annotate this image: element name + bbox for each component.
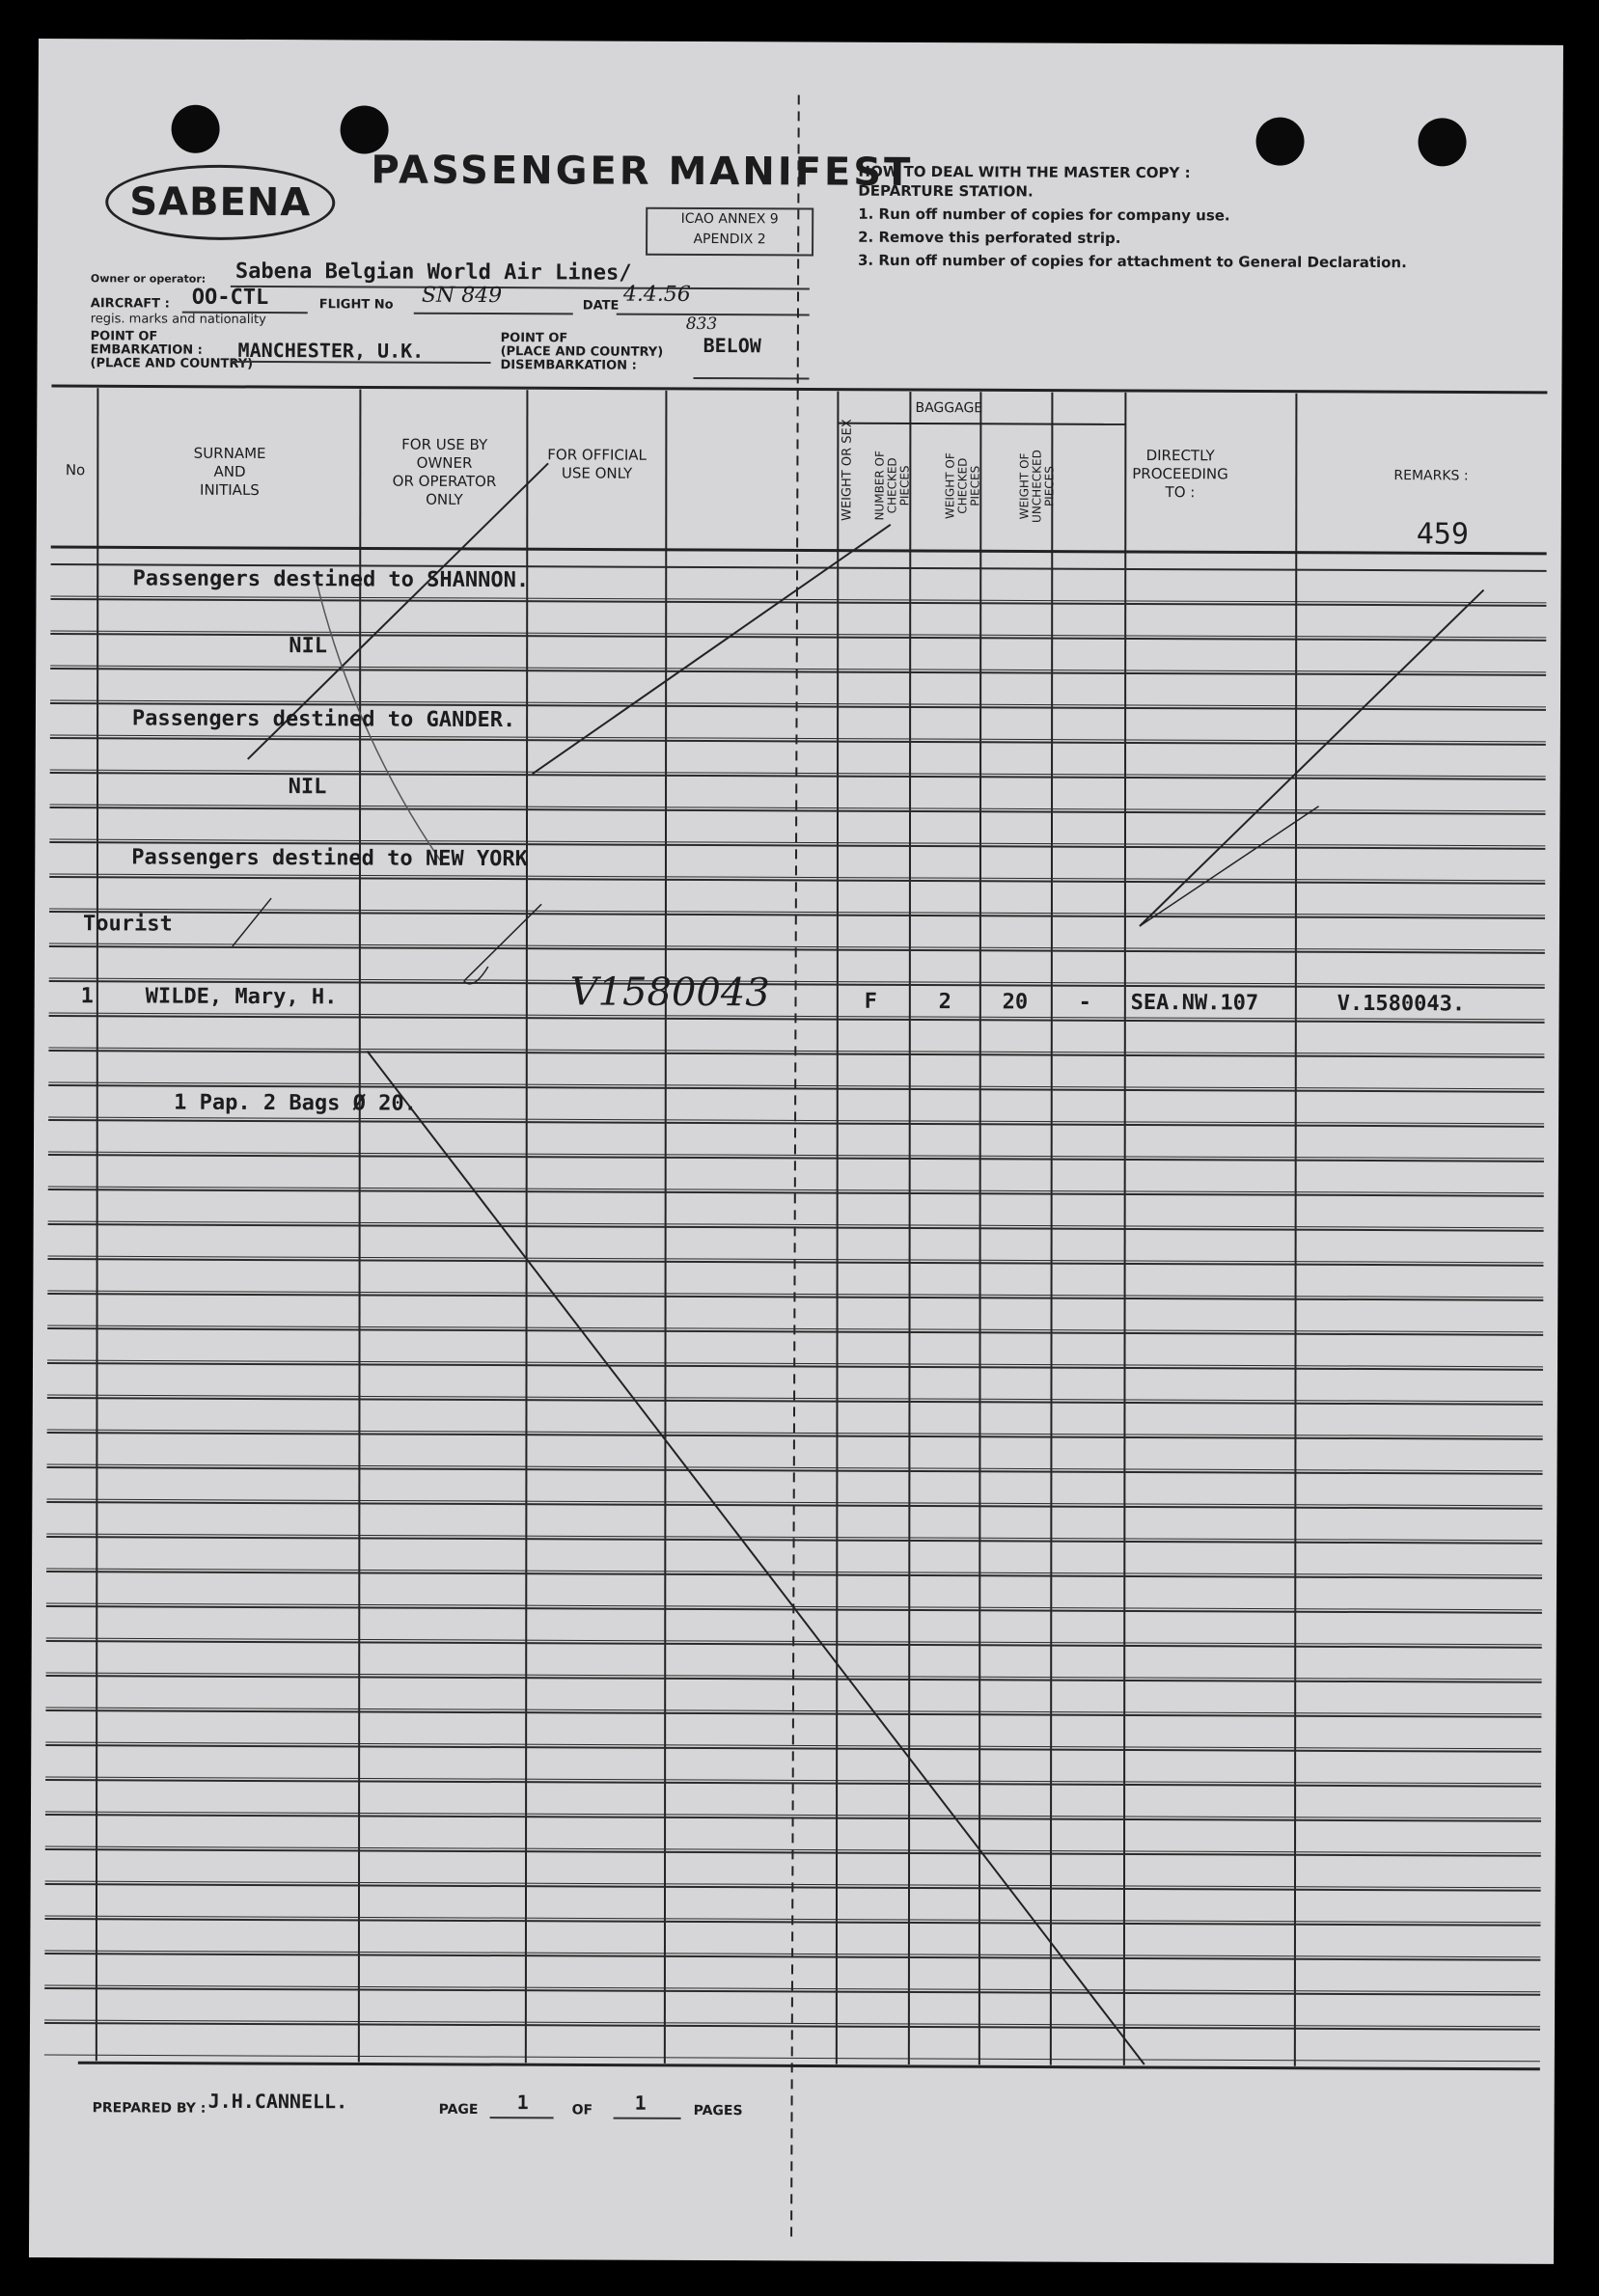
grid-row-rule [50, 807, 1546, 814]
passenger-unchecked-weight: - [1078, 990, 1091, 1015]
disembark-value: BELOW [703, 334, 761, 358]
manifest-sheet [29, 39, 1563, 2264]
col-owner-use [365, 435, 524, 509]
manifest-grid [29, 39, 1563, 2264]
document-title: PASSENGER MANIFEST [371, 148, 914, 195]
gander-heading: Passengers destined to GANDER. [131, 706, 516, 733]
prepared-value: J.H.CANNELL. [207, 2089, 348, 2114]
aircraft-value: OO-CTL [191, 285, 269, 311]
passenger-checked-pieces: 2 [938, 990, 951, 1015]
prepared-label: PREPARED BY : [92, 2100, 207, 2117]
grid-row-rule [49, 1016, 1545, 1023]
page-value: 1 [516, 2091, 529, 2115]
passenger-checked-weight: 20 [1002, 990, 1029, 1015]
col-surname-line: INITIALS [200, 480, 260, 500]
col-remarks: REMARKS : [1393, 468, 1469, 484]
col-checked-num: NUMBER OF CHECKED PIECES [872, 451, 912, 521]
col-owner-line: ONLY [426, 490, 463, 508]
col-unchecked-wt: WEIGHT OF UNCHECKED PIECES [1017, 450, 1057, 523]
passenger-sex: F [864, 989, 877, 1014]
baggage-summary: 1 Pap. 2 Bags Ø 20. [174, 1090, 417, 1116]
date-value: 4.4.56 [622, 282, 691, 307]
col-official-line: USE ONLY [561, 464, 633, 482]
disembark-label-line: DISEMBARKATION : [500, 358, 637, 373]
col-weight-sex: WEIGHT OR SEX [840, 419, 855, 521]
owner-value: Sabena Belgian World Air Lines/ [234, 259, 632, 286]
tourist-heading: Tourist [82, 912, 173, 937]
col-surname-line: SURNAME [193, 444, 266, 463]
pages-label: PAGES [693, 2102, 743, 2119]
col-directly-line: PROCEEDING [1132, 464, 1228, 483]
grid-row-rule [50, 599, 1546, 606]
embark-label-line: EMBARKATION : [90, 342, 203, 358]
passenger-proceeding: SEA.NW.107 [1130, 990, 1259, 1016]
grid-row-rule [44, 2023, 1540, 2030]
flight-label: FLIGHT No [318, 297, 394, 313]
newyork-heading: Passengers destined to NEW YORK [131, 845, 528, 872]
nil-shannon: NIL [289, 634, 328, 659]
sabena-logo: SABENA [105, 164, 335, 240]
col-owner-line: OR OPERATOR [392, 472, 497, 491]
grid-row-rule [45, 1745, 1541, 1752]
grid-row-rule [49, 912, 1545, 918]
embark-value: MANCHESTER, U.K. [237, 338, 425, 363]
embark-label-line: (PLACE AND COUNTRY) [90, 356, 254, 371]
instructions-subtitle: DEPARTURE STATION. [858, 181, 1034, 201]
instruction-item: 1. Run off number of copies for company use. [858, 205, 1230, 225]
grid-row-rule [49, 946, 1545, 953]
embark-label-line: POINT OF [90, 329, 158, 344]
col-no: No [65, 461, 86, 479]
grid-row-rule [49, 877, 1545, 884]
shannon-heading: Passengers destined to SHANNON. [132, 566, 530, 593]
disembark-label-line: POINT OF [500, 331, 568, 346]
annex-line: ICAO ANNEX 9 [680, 210, 779, 228]
aircraft-sublabel: regis. marks and nationality [90, 312, 266, 328]
grid-row-rule [47, 1433, 1543, 1439]
owner-label: Owner or operator: [90, 272, 207, 286]
col-checked-wt: WEIGHT OF CHECKED PIECES [943, 452, 982, 520]
col-directly-line: TO : [1165, 483, 1196, 502]
col-official-line: FOR OFFICIAL [547, 446, 647, 464]
col-directly-line: DIRECTLY [1145, 447, 1215, 465]
of-label: OF [571, 2102, 593, 2118]
date-label: DATE [582, 298, 620, 314]
grid-row-rule [50, 773, 1546, 779]
col-baggage: BAGGAGE [915, 399, 983, 417]
passenger-owner-use: V1580043 [569, 970, 770, 1016]
passenger-name: WILDE, Mary, H. [145, 984, 338, 1010]
col-surname [114, 444, 345, 500]
instruction-item: 3. Run off number of copies for attachment to General Declaration. [857, 251, 1407, 272]
instructions-title: HOW TO DEAL WITH THE MASTER COPY : [858, 162, 1191, 182]
col-owner-line: FOR USE BY [401, 435, 488, 454]
instruction-item: 2. Remove this perforated strip. [858, 228, 1121, 247]
passenger-remarks: V.1580043. [1337, 991, 1466, 1017]
col-directly [1098, 447, 1262, 503]
aircraft-label: AIRCRAFT : [90, 296, 170, 312]
date-extra: 833 [685, 314, 718, 335]
col-official [527, 446, 667, 483]
grid-row-rule [50, 738, 1546, 745]
passenger-no: 1 [80, 984, 94, 1009]
col-owner-line: OWNER [416, 453, 473, 472]
of-underline [614, 2118, 681, 2119]
grid-row-rule [50, 634, 1546, 641]
disembark-label-line: (PLACE AND COUNTRY) [500, 344, 664, 360]
of-value: 1 [634, 2091, 647, 2115]
col-surname-line: AND [213, 462, 246, 480]
grid-row-rule [48, 1155, 1544, 1162]
nil-gander: NIL [288, 775, 327, 800]
remarks-number: 459 [1416, 517, 1470, 552]
grid-row-rule [50, 669, 1546, 675]
annex-line: APENDIX 2 [693, 231, 766, 248]
flight-value: SN 849 [421, 283, 503, 309]
page-label: PAGE [438, 2101, 479, 2118]
grid-row-rule [48, 1120, 1544, 1127]
page-underline [490, 2117, 554, 2118]
grid-row-rule [48, 1051, 1544, 1057]
